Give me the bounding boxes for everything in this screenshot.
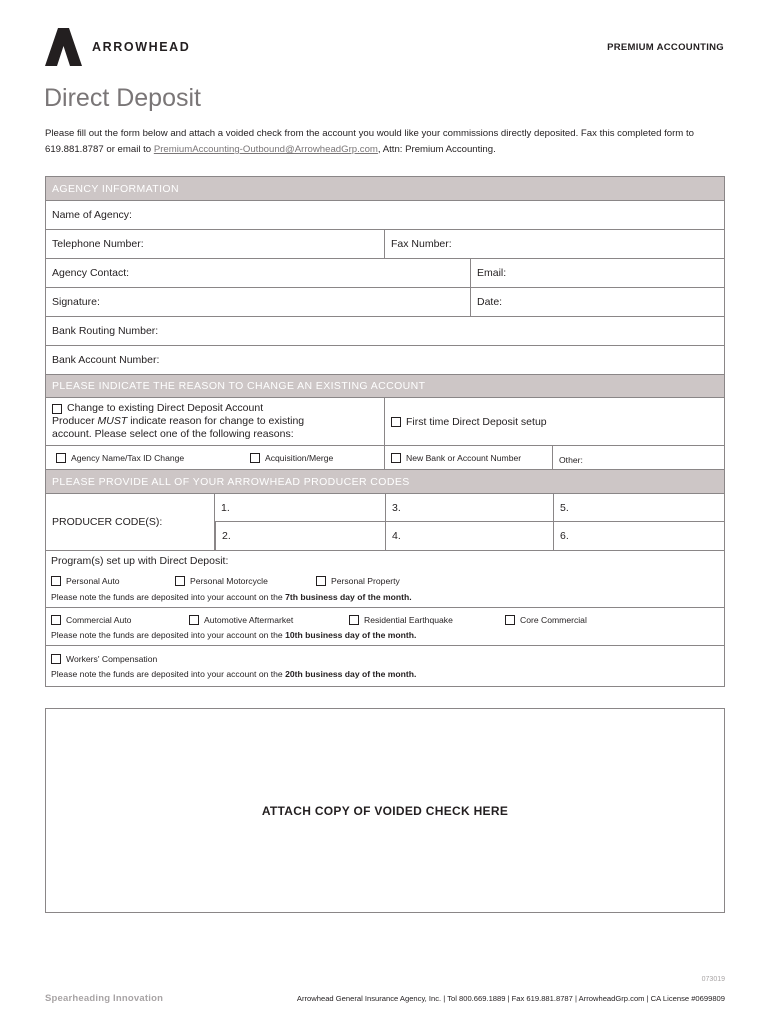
signature-row <box>46 288 724 317</box>
program-group-3 <box>46 646 724 686</box>
department-label: PREMIUM ACCOUNTING <box>607 42 724 53</box>
personal-motorcycle-option[interactable]: Personal Motorcycle <box>175 576 316 586</box>
voided-check-label: ATTACH COPY OF VOIDED CHECK HERE <box>261 803 509 818</box>
program-group-2-options <box>51 611 719 628</box>
automotive-aftermarket-checkbox[interactable] <box>189 615 199 625</box>
producer-codes-row <box>46 494 724 551</box>
residential-earthquake-option[interactable]: Residential Earthquake <box>349 615 505 625</box>
workers-comp-option[interactable]: Workers' Compensation <box>51 654 157 664</box>
producer-instruction-line2: account. Please select one of the following reasons: <box>52 428 294 440</box>
program-group-2 <box>46 608 724 646</box>
reason-section-heading: PLEASE INDICATE THE REASON TO CHANGE AN EXISTING ACCOUNT <box>46 375 724 398</box>
intro-text: Please fill out the form below and attach a voided check from the account you would like your commissions directly deposited. Fax this completed form to 619.881.8787 or email to <box>45 128 694 155</box>
program-group-1-options <box>51 572 719 590</box>
producer-section-heading: PLEASE PROVIDE ALL OF YOUR ARROWHEAD PRODUCER CODES <box>46 470 724 494</box>
first-time-label: First time Direct Deposit setup <box>406 415 547 428</box>
agency-name-row <box>46 201 724 230</box>
personal-property-option[interactable]: Personal Property <box>316 576 400 586</box>
company-logo <box>45 28 190 66</box>
core-commercial-option[interactable]: Core Commercial <box>505 615 587 625</box>
first-time-checkbox[interactable] <box>391 417 401 427</box>
commercial-auto-option[interactable]: Commercial Auto <box>51 615 189 625</box>
voided-check-area <box>45 708 725 913</box>
telephone-field[interactable]: Telephone Number: <box>52 238 144 250</box>
program-group-1 <box>46 551 724 608</box>
producer-code-grid <box>214 494 724 550</box>
agency-contact-field[interactable]: Agency Contact: <box>52 267 130 279</box>
fax-field[interactable]: Fax Number: <box>384 230 724 258</box>
reason-row <box>46 398 724 446</box>
personal-auto-checkbox[interactable] <box>51 576 61 586</box>
email-link[interactable]: PremiumAccounting-Outbound@ArrowheadGrp.com <box>153 144 378 155</box>
change-existing-cell <box>46 398 384 445</box>
bank-routing-field[interactable]: Bank Routing Number: <box>52 325 159 337</box>
footer-info: Arrowhead General Insurance Agency, Inc. | Tol 800.669.1889 | Fax 619.881.8787 | ArrowheadGrp.com | CA License #0699809 <box>296 994 725 1003</box>
intro-text-end: , Attn: Premium Accounting. <box>377 144 496 155</box>
agency-section-heading: AGENCY INFORMATION <box>46 177 724 201</box>
automotive-aftermarket-option[interactable]: Automotive Aftermarket <box>189 615 349 625</box>
bank-account-field[interactable]: Bank Account Number: <box>52 354 160 366</box>
personal-auto-option[interactable]: Personal Auto <box>51 576 175 586</box>
program-group-1-note: Please note the funds are deposited into your account on the 7th business day of the month. <box>51 592 412 602</box>
programs-intro-label: Program(s) set up with Direct Deposit: <box>51 555 229 567</box>
change-existing-label: Change to existing Direct Deposit Account <box>67 402 264 414</box>
account-row <box>46 346 724 375</box>
reason-new-bank-option[interactable]: New Bank or Account Number <box>384 446 552 469</box>
direct-deposit-form <box>45 176 725 687</box>
tagline: Spearheading Innovation <box>45 993 164 1004</box>
contact-row <box>46 259 724 288</box>
agency-name-checkbox[interactable] <box>56 453 66 463</box>
producer-code-2[interactable]: 2. <box>215 522 385 550</box>
intro-paragraph <box>45 126 735 158</box>
reason-other-field[interactable]: Other: <box>552 446 724 469</box>
program-group-3-note: Please note the funds are deposited into your account on the 20th business day of the month. <box>51 669 417 679</box>
company-name: ARROWHEAD <box>92 40 191 54</box>
program-group-2-note: Please note the funds are deposited into your account on the 10th business day of the month. <box>51 630 417 640</box>
residential-earthquake-checkbox[interactable] <box>349 615 359 625</box>
first-time-cell <box>384 398 724 445</box>
producer-code-label: PRODUCER CODE(S): <box>52 516 163 528</box>
producer-instruction: Producer MUST indicate reason for change to existing <box>52 415 305 427</box>
program-group-3-options <box>51 650 719 667</box>
date-field[interactable]: Date: <box>470 288 724 316</box>
producer-code-1[interactable]: 1. <box>215 494 385 522</box>
workers-comp-checkbox[interactable] <box>51 654 61 664</box>
personal-motorcycle-checkbox[interactable] <box>175 576 185 586</box>
producer-code-3[interactable]: 3. <box>385 494 553 522</box>
form-code: 073019 <box>701 976 725 983</box>
agency-name-field[interactable]: Name of Agency: <box>52 209 132 221</box>
reason-acquisition-option[interactable]: Acquisition/Merge <box>244 446 384 469</box>
email-field[interactable]: Email: <box>470 259 724 287</box>
reason-agency-name-option[interactable]: Agency Name/Tax ID Change <box>46 446 244 469</box>
producer-code-4[interactable]: 4. <box>385 522 553 550</box>
new-bank-checkbox[interactable] <box>391 453 401 463</box>
personal-property-checkbox[interactable] <box>316 576 326 586</box>
arrowhead-logo-icon <box>45 28 82 66</box>
routing-row <box>46 317 724 346</box>
page-title: Direct Deposit <box>44 84 201 112</box>
producer-code-5[interactable]: 5. <box>553 494 724 522</box>
core-commercial-checkbox[interactable] <box>505 615 515 625</box>
phone-row <box>46 230 724 259</box>
acquisition-checkbox[interactable] <box>250 453 260 463</box>
signature-field[interactable]: Signature: <box>52 296 100 308</box>
change-existing-checkbox[interactable] <box>52 404 62 414</box>
commercial-auto-checkbox[interactable] <box>51 615 61 625</box>
reason-options-row <box>46 446 724 470</box>
producer-code-6[interactable]: 6. <box>553 522 724 550</box>
